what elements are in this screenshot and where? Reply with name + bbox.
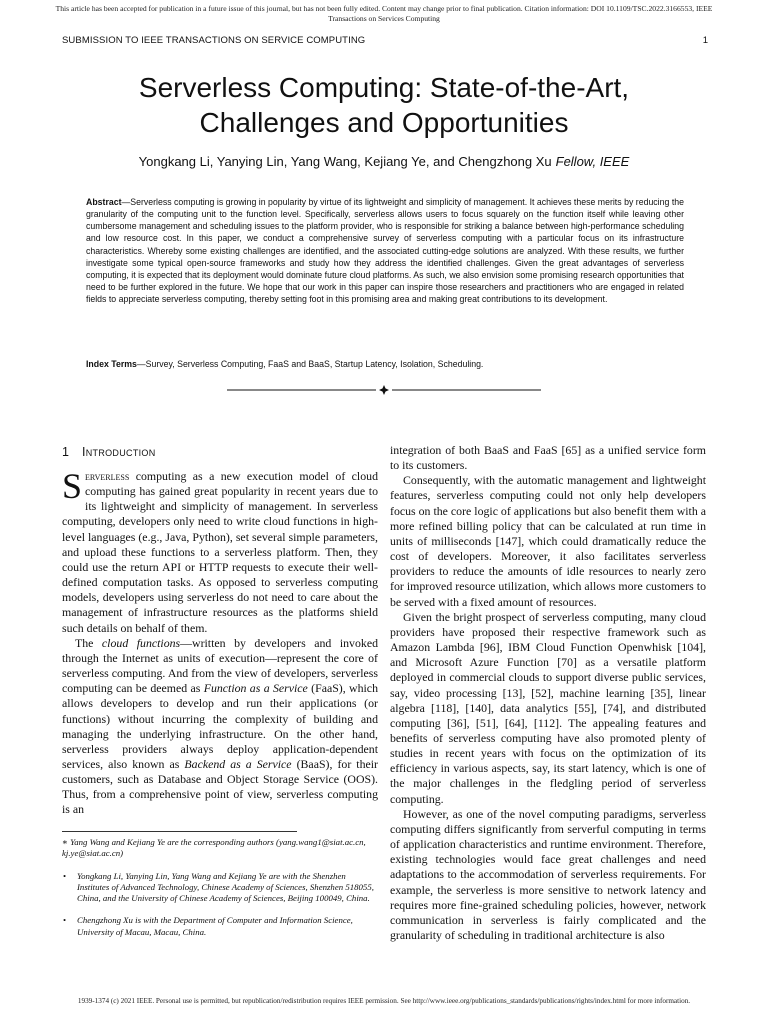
emphasis-baas: Backend as a Service — [184, 756, 292, 771]
section-heading-introduction — [62, 445, 378, 461]
text-run: (BaaS), for their customers, such as Database and Object Storage Service (OOS). Thus, from a comprehensive point of view, serverless computing is an — [62, 756, 379, 817]
footnote-affiliation-2-text: Chengzhong Xu is with the Department of Computer and Information Science, University of Macau, Macau, China. — [77, 915, 353, 937]
bullet-icon: • — [63, 870, 67, 881]
authors-names: Yongkang Li, Yanying Lin, Yang Wang, Kejiang Ye, and Chengzhong Xu — [138, 154, 552, 169]
running-head: SUBMISSION TO IEEE TRANSACTIONS ON SERVICE COMPUTING — [62, 35, 366, 46]
footnote-corresponding: ∗ Yang Wang and Kejiang Ye are the corresponding authors (yang.wang1@siat.ac.cn, kj.ye@siat.ac.cn) — [62, 837, 366, 859]
bullet-icon: • — [63, 915, 67, 926]
index-terms-label: Index Terms — [86, 359, 137, 369]
footnote-affiliation-1-text: Yongkang Li, Yanying Lin, Yang Wang and Kejiang Ye are with the Shenzhen Institutes of Advanced Technology, Chinese Academy of Sciences, Shenzhen 518055, China, and the University of Chinese Academy of Sciences, Beijing 100049, China. — [77, 870, 374, 904]
footnote-rule — [62, 831, 297, 832]
fellow-title: Fellow, IEEE — [555, 154, 630, 169]
abstract — [86, 196, 684, 305]
text-run: —written by developers and invoked through the Internet as units of execution—represent the core of serverless computing. And from the view of developers, serverless computing can be deemed as — [62, 635, 378, 696]
left-column — [62, 445, 378, 818]
publication-notice — [0, 4, 768, 24]
abstract-label: Abstract — [86, 197, 122, 207]
footnote-affiliation-1 — [62, 871, 380, 905]
intro-paragraph-1 — [62, 466, 378, 636]
section-number: 1 — [62, 445, 69, 459]
abstract-text: —Serverless computing is growing in popularity by virtue of its lightweight and simplicity of management. It achieves these merits by reducing the granularity of the computing unit to the function level. Specifically, serverless allows users to focus squarely on the function itself while leaving other cumbersome management and scheduling issues to the platform provider, who is responsible for striking a balance between high-performance scheduling and low resource cost. In this paper, we conduct a comprehensive survey of serverless computing with a particular focus on its infrastructure characteristics. Whereby some existing challenges are identified, and the associated cutting-edge solutions are analyzed. With these results, we further investigate some typical open-source frameworks and study how they address the identified challenges. Given the great advantages of serverless computing, it is expected that its deployment would dominate future cloud platforms. As such, we also envision some promising research opportunities that need to be further explored in the future. We hope that our work in this paper can inspire those researchers and practitioners who are engaged in related fields to appreciate serverless computing, thereby setting foot in this promising area and making great contributions to its development. — [86, 197, 684, 305]
emphasis-faas: Function as a Service — [203, 681, 308, 696]
index-terms — [86, 358, 684, 370]
drop-cap: S — [62, 466, 83, 506]
paper-title — [0, 70, 768, 140]
emphasis-cloud-functions: cloud functions — [101, 635, 181, 650]
section-divider — [227, 384, 541, 396]
right-paragraph-3: Given the bright prospect of serverless computing, many cloud providers have proposed their respective framework such as Amazon Lambda [96], IBM Cloud Function Openwhisk [104], and Microsoft Azure Function [70] as a versatile platform deployed in commercial clouds to support diverse public services, say, video processing [13], [52], machine learning [35], linear algebra [118], [140], data analytics [55], [74], and distributed computing [36], [51], [64], [112]. The appealing features and benefits of serverless computing have also promoted plenty of studies in recent years with focus on the optimization of its efficiency in various aspects, say, its start latency, which is one of the major challenges in the fledgling period of serverless computing. — [390, 609, 706, 806]
author-list — [0, 154, 768, 169]
footnotes — [62, 837, 380, 949]
copyright-notice: 1939-1374 (c) 2021 IEEE. Personal use is permitted, but republication/redistribution requires IEEE permission. See http://www.ieee.org/publications_standards/publications/rights/index.html for more information. — [77, 997, 691, 1005]
right-paragraph-1: integration of both BaaS and FaaS [65] as a unified service form to its customers. — [390, 443, 706, 473]
title-line-1: Serverless Computing: State-of-the-Art, — [138, 72, 630, 103]
intro-paragraph-2 — [62, 636, 378, 818]
lead-word: erverless — [85, 469, 130, 483]
title-line-2: Challenges and Opportunities — [199, 107, 569, 138]
intro-paragraph-1-text: computing as a new execution model of cloud computing has gained great popularity in recent years due to its lightweight and simplicity of management. In serverless computing, developers only need to write cloud functions in high-level languages (e.g., Java, Python), set several simple parameters, and upload these functions to a serverless platform. Then, they could use the return API or HTTP requests to execute their well-defined computation tasks. As opposed to serverless computing models, developers using serverless do not need to care about the management of infrastructure resources as the platforms shield such details on behalf of them. — [62, 469, 378, 635]
text-run: (FaaS), which allows developers to develop and run their applications (or functions) without incurring the complexity of building and managing the underlying infrastructure. On the other hand, serverless providers always deploy application-dependent services, also known as — [62, 681, 378, 771]
diamond-ornament-icon — [379, 385, 389, 395]
right-paragraph-4: However, as one of the novel computing paradigms, serverless computing differs significantly from serverful computing in terms of application characteristics and runtime environment. Therefore, existing technologies would face great challenges and need adaptations to the accommodation of serverless requirements. For example, the serverless is more sensitive to network latency and requires more fine-grained scheduling policies, however, network communication in serverless is fairly complicated and the granularity of scheduling in traditional architecture is also — [390, 806, 706, 942]
publication-notice-line1: This article has been accepted for publication in a future issue of this journal, but has not been fully edited. Content may change prior to final publication. Citation information: DOI 10.1109/TSC.2022.3166553, IEEE — [55, 4, 713, 13]
text-run: The — [75, 635, 102, 650]
index-terms-text: —Survey, Serverless Computing, FaaS and BaaS, Startup Latency, Isolation, Scheduling. — [136, 359, 484, 369]
page-number: 1 — [702, 35, 708, 46]
right-paragraph-2: Consequently, with the automatic management and lightweight features, serverless computing could not only help developers focus on the core logic of applications but also benefit them with a more refined billing policy that can be calculated at run time in units of milliseconds [147], which could dramatically reduce the cost of developers. Moreover, it also facilitates serverless providers to reduce the amounts of idle resources to nearly zero for improved resource utilization, which allows more customers to be served with a fixed amount of resources. — [390, 473, 706, 609]
footnote-affiliation-2 — [62, 915, 380, 938]
section-title: Introduction — [81, 445, 156, 459]
publication-notice-line2: Transactions on Services Computing — [328, 14, 440, 23]
right-column — [390, 443, 706, 943]
